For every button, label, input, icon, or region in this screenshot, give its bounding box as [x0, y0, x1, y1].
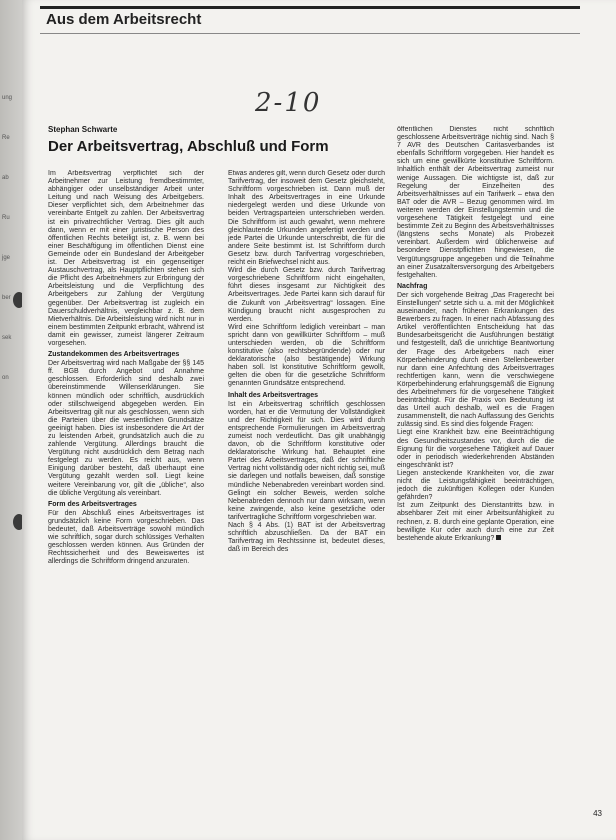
article-author: Stephan Schwarte [48, 125, 118, 134]
margin-fragment: Re [2, 135, 10, 141]
paragraph: Für den Abschluß eines Arbeitsvertrages ist grundsätzlich keine Form vorgeschrieben. Das bedeutet, daß Arbeitsverträge sowohl mündlich wie schriftlich, sogar durch schlüssiges Verhalten geschlossen werden können. Aus Gründen der Rechtssicherheit und des Beweiswertes ist allerdings die Schriftform dringend anzuraten. [48, 509, 204, 566]
subheading: Nachfrag [397, 282, 428, 290]
text-column-1 [48, 170, 204, 782]
section-header [40, 6, 580, 34]
paragraph: öffentlichen Dienstes nicht schriftlich geschlossene Arbeitsverträge nichtig sind. Nach § 7 AVR des Deutschen Caritasverbandes ist ebenfalls Schriftform vorgegeben. Hier handelt es sich um eine gewillkürte konstitutive Schriftform. Inhaltlich enthält der Arbeitsvertrag zumeist nur wenige Aussagen. Die wichtigste ist, daß zur Regelung der Einzelheiten des Arbeitsverhältnisses auf ein Tarifwerk – etwa den BAT oder die AVR – Bezug genommen wird. Im weiteren werden der Einstellungstermin und die vorgesehene Tätigkeit festgelegt und eine bestimmte Zeit zu Beginn des Arbeitsverhältnisses (längstens sechs Monate) als Probezeit vereinbart. Außerdem wird üblicherweise auf besondere Dienstpflichten hingewiesen, die Vergütungsgruppe angegeben und die Teilnahme an einer Zusatzaltersversorgung des Arbeitgebers festgehalten. [397, 126, 554, 279]
paragraph: Etwas anderes gilt, wenn durch Gesetz oder durch Tarifvertrag, der insoweit dem Gesetz gleichsteht, Schriftform vorgeschrieben ist. Dann muß der Inhalt des Arbeitsvertrages in eine Urkunde niedergelegt werden und diese Urkunde von beiden Vertragsparteien unterschrieben werden. Die Schriftform ist auch gewahrt, wenn mehrere gleichlautende Urkunden angefertigt werden und jede Partei die Urkunde unterschreibt, die für die andere Seite bestimmt ist. Ist Schriftform durch Gesetz bzw. durch Tarifvertrag vorgeschrieben, reicht ein Briefwechsel nicht aus. [228, 170, 385, 267]
paragraph: Der sich vorgehende Beitrag „Das Fragerecht bei Einstellungen“ setzte sich u. a. mit der Möglichkeit auseinander, nach früheren Erkrankungen des Bewerbers zu fragen. In einer nach Abfassung des Artikel veröffentlichten Entscheidung hat das Bundesarbeitsgericht die Ausführungen bestätigt und festgestellt, daß die unrichtige Beantwortung der Frage des Arbeitgebers nach einer Körperbehinderung durch einen Stellenbewerber nur dann eine Anfechtung des Arbeitsvertrages rechtfertigen kann, wenn die verschwiegene Körperbehinderung erfahrungsgemäß die Eignung des Arbeitnehmers für die vorgesehene Tätigkeit beeinträchtigt. Für die Praxis von Bedeutung ist das Urteil auch deshalb, weil es die Fragen zusammenstellt, die nach Auffassung des Gerichts zulässig sind. Es sind dies folgende Fragen: [397, 291, 554, 429]
page-number: 43 [593, 809, 602, 818]
paragraph: Der Arbeitsvertrag wird nach Maßgabe der §§ 145 ff. BGB durch Angebot und Annahme geschlossen. Erforderlich sind deshalb zwei übereinstimmende Willenserklärungen. Sie können mündlich oder schriftlich, ausdrücklich oder stillschweigend abgegeben werden. Ein Arbeitsvertrag gilt nur als geschlossen, wenn sich die Parteien über die wesentlichen Grundsätze geeinigt haben. Dies ist insbesondere die Art der zu leistenden Arbeit, grundsätzlich auch die zu zahlende Vergütung. Allerdings braucht die Vergütung nicht ausdrücklich dem Betrag nach festgelegt zu werden. Es reicht aus, wenn Einigung darüber besteht, daß überhaupt eine Vergütung gezahlt werden soll. Liegt keine weitere Vereinbarung vor, gilt die „übliche“, also die übliche Vergütung als vereinbart. [48, 360, 204, 497]
paragraph: Im Arbeitsvertrag verpflichtet sich der Arbeitnehmer zur Leistung fremdbestimmter, abhängiger oder unselbständiger Arbeit unter Leitung und nach Weisung des Arbeitgebers. Dieser verpflichtet sich, dem Arbeitnehmer das vereinbarte Entgelt zu zahlen. Der Arbeitsvertrag ist ein privatrechtlicher Vertrag. Dies gilt auch dann, wenn er mit einer juristische Person des öffentlichen Rechts beteiligt ist, z. B. wenn bei einer Beschäftigung im öffentlichen Dienst eine Gemeinde oder ein Bundesland der Arbeitgeber ist. Der Arbeitsvertrag ist ein gegenseitiger Austauschvertrag, als Hauptpflichten stehen sich die Pflicht des Arbeitnehmers zur Erbringung der Arbeitsleistung und die Verpflichtung des Arbeitgebers zur Zahlung der Vergütung gegenüber. Der Arbeitsvertrag ist zugleich ein Dauerschuldverhältnis, vergleichbar z. B. dem Mietverhältnis. Die Arbeitsleistung wird nicht nur in einem bestimmten Zeitpunkt erbracht, während ist damit ein gewisser, zumeist längerer Zeitraum vorgesehen. [48, 170, 204, 347]
subheading: Form des Arbeitsvertrages [48, 500, 137, 508]
article-title: Der Arbeitsvertrag, Abschluß und Form [48, 138, 329, 155]
margin-fragment: Ru [2, 215, 10, 221]
paragraph: Ist ein Arbeitsvertrag schriftlich geschlossen worden, hat er die Vermutung der Vollständigkeit und der Richtigkeit für sich. Dies wird durch entsprechende Formulierungen im Arbeitsvertrag zumeist noch verdeutlicht. Das gilt unabhängig davon, ob die Schriftform konstitutive oder deklaratorische Wirkung hat. Behauptet eine Partei des Arbeitsvertrages, daß der schriftliche Vertrag nicht vollständig oder nicht richtig sei, muß sie darlegen und notfalls beweisen, daß sonstige mündliche Nebenabreden vereinbart worden sind. Gelingt ein solcher Beweis, werden solche Nebenabreden dennoch nur dann wirksam, wenn keine zwingende, also keine gesetzliche oder tarifvertragliche Schriftform vorgeschrieben war. [228, 400, 385, 521]
paragraph: Ist zum Zeitpunkt des Dienstantritts bzw. in absehbarer Zeit mit einer Arbeitsunfähigkeit zu rechnen, z. B. durch eine geplante Operation, eine bewilligte Kur oder auch durch eine zur Zeit bestehende akute Erkrankung? [397, 502, 554, 542]
subheading: Inhalt des Arbeitsvertrages [228, 391, 318, 399]
margin-fragment: sek [2, 335, 12, 341]
margin-fragment: ung [2, 95, 13, 101]
paragraph: Wird eine Schriftform lediglich vereinbart – man spricht dann von gewillkürter Schriftform – muß unterschieden werden, ob die Schriftform konstitutive (also rechtsbegründende) oder nur deklaratorische (also bestätigende) Wirkung haben soll. Ist konstitutive Schriftform gewollt, gelten die oben für die gesetzliche Schriftform genannten Grundsätze entsprechend. [228, 323, 385, 388]
adjacent-page-edge [0, 0, 22, 840]
margin-fragment: ab [2, 175, 9, 181]
end-of-article-mark [496, 535, 501, 540]
paragraph: Liegen ansteckende Krankheiten vor, die zwar nicht die Leistungsfähigkeit beeinträchtigen, jedoch die zukünftigen Kollegen oder Kunden gefährden? [397, 469, 554, 502]
text-column-3 [397, 126, 554, 782]
paragraph: Liegt eine Krankheit bzw. eine Beeinträchtigung des Gesundheitszustandes vor, durch die die Eignung für die vorgesehene Tätigkeit auf Dauer oder in periodisch wiederkehrenden Abständen eingeschränkt ist? [397, 429, 554, 469]
text-column-2 [228, 170, 385, 782]
margin-fragment: on [2, 375, 9, 381]
section-title: Aus dem Arbeitsrecht [46, 11, 202, 28]
subheading: Zustandekommen des Arbeitsvertrages [48, 351, 180, 359]
paragraph: Wird die durch Gesetz bzw. durch Tarifvertrag vorgeschriebene Schriftform nicht eingehalten, führt dieses insgesamt zur Nichtigkeit des Arbeitsvertrages. Jede Partei kann sich darauf für die Zukunft von „Arbeitsvertrag“ lossagen. Eine Kündigung braucht nicht ausgesprochen zu werden. [228, 267, 385, 323]
margin-fragment: jge [2, 255, 11, 261]
margin-fragment: ber [2, 295, 11, 301]
handwritten-note: 2-10 [255, 88, 322, 118]
paragraph: Nach § 4 Abs. (1) BAT ist der Arbeitsvertrag schriftlich abzuschließen. Da der BAT ein Tarifvertrag im Rechtssinne ist, bedeutet dieses, daß im Bereich des [228, 522, 385, 554]
